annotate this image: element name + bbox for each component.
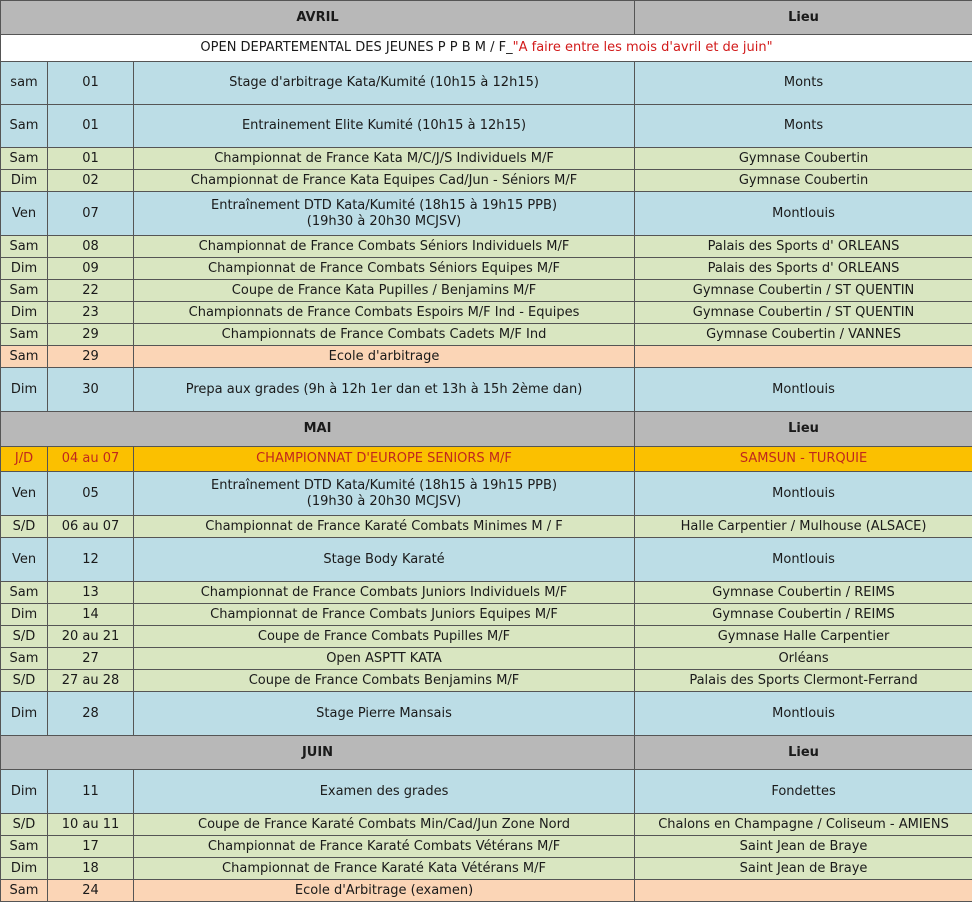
date-cell: 13 [48, 582, 134, 604]
date-cell: 01 [48, 148, 134, 170]
event-row [1, 836, 972, 858]
date-cell: 09 [48, 258, 134, 280]
day-cell: S/D [1, 626, 48, 648]
event-title: Championnat de France Kata Equipes Cad/Jun - Séniors M/F [190, 172, 578, 188]
place-cell: Palais des Sports Clermont-Ferrand [635, 670, 972, 692]
event-title: Coupe de France Karaté Combats Min/Cad/Jun Zone Nord [198, 816, 570, 832]
day-cell: Dim [1, 770, 48, 814]
day-cell: Sam [1, 346, 48, 368]
event-cell [134, 836, 635, 858]
day-cell: S/D [1, 516, 48, 538]
event-cell [134, 280, 635, 302]
event-title: Entrainement Elite Kumité (10h15 à 12h15) [241, 118, 527, 133]
event-cell [134, 692, 635, 736]
day-cell: Sam [1, 148, 48, 170]
event-title: Championnat de France Combats Séniors Individuels M/F [198, 238, 570, 254]
event-row [1, 447, 972, 472]
event-row [1, 236, 972, 258]
place-cell: Saint Jean de Braye [635, 836, 972, 858]
day-cell: Ven [1, 192, 48, 236]
event-row [1, 626, 972, 648]
day-cell: S/D [1, 670, 48, 692]
day-cell: Dim [1, 302, 48, 324]
event-title: Entraînement DTD Kata/Kumité (18h15 à 19h15 PPB) [211, 197, 558, 213]
date-cell: 30 [48, 368, 134, 412]
note-row [1, 35, 972, 62]
event-row [1, 148, 972, 170]
date-cell: 22 [48, 280, 134, 302]
event-row [1, 770, 972, 814]
event-cell [134, 447, 635, 472]
event-subtitle: (19h30 à 20h30 MCJSV) [306, 213, 462, 229]
event-row [1, 538, 972, 582]
event-row [1, 368, 972, 412]
date-cell: 24 [48, 880, 134, 902]
date-cell: 02 [48, 170, 134, 192]
date-cell: 07 [48, 192, 134, 236]
note-cell [1, 35, 972, 62]
place-cell: Gymnase Coubertin / ST QUENTIN [635, 302, 972, 324]
place-cell: Monts [635, 105, 972, 148]
event-row [1, 192, 972, 236]
event-row [1, 302, 972, 324]
place-cell: Montlouis [635, 368, 972, 412]
note-text: OPEN DEPARTEMENTAL DES JEUNES P P B M / F_ [200, 40, 513, 55]
event-cell [134, 346, 635, 368]
event-title: Championnat de France Combats Juniors Individuels M/F [200, 584, 568, 600]
day-cell: Sam [1, 880, 48, 902]
day-cell: Sam [1, 105, 48, 148]
event-title: Championnats de France Combats Cadets M/F Ind [221, 326, 547, 342]
event-title: Championnat de France Karaté Combats Vétérans M/F [207, 838, 561, 854]
month-title: MAI [1, 412, 635, 447]
event-cell [134, 302, 635, 324]
event-cell [134, 880, 635, 902]
date-cell: 12 [48, 538, 134, 582]
event-cell [134, 148, 635, 170]
event-cell [134, 604, 635, 626]
place-cell: Montlouis [635, 538, 972, 582]
day-cell: J/D [1, 447, 48, 472]
place-cell: Fondettes [635, 770, 972, 814]
event-cell [134, 858, 635, 880]
event-cell [134, 814, 635, 836]
place-cell: Halle Carpentier / Mulhouse (ALSACE) [635, 516, 972, 538]
day-cell: Sam [1, 324, 48, 346]
event-row [1, 258, 972, 280]
place-cell: Gymnase Coubertin / REIMS [635, 604, 972, 626]
date-cell: 23 [48, 302, 134, 324]
event-title: Ecole d'arbitrage [328, 348, 440, 364]
place-cell: Gymnase Coubertin [635, 148, 972, 170]
month-header-row [1, 1, 972, 35]
date-cell: 08 [48, 236, 134, 258]
event-cell [134, 62, 635, 105]
event-title: Ecole d'Arbitrage (examen) [294, 882, 474, 898]
place-cell [635, 346, 972, 368]
day-cell: Sam [1, 236, 48, 258]
month-header-row [1, 412, 972, 447]
event-row [1, 582, 972, 604]
place-cell: Palais des Sports d' ORLEANS [635, 258, 972, 280]
event-cell [134, 770, 635, 814]
event-cell [134, 236, 635, 258]
event-subtitle: (19h30 à 20h30 MCJSV) [306, 493, 462, 509]
event-cell [134, 324, 635, 346]
place-cell: Monts [635, 62, 972, 105]
event-row [1, 280, 972, 302]
place-cell: Gymnase Coubertin / VANNES [635, 324, 972, 346]
place-cell: Gymnase Halle Carpentier [635, 626, 972, 648]
day-cell: Ven [1, 472, 48, 516]
note-highlight: "A faire entre les mois d'avril et de juin" [512, 40, 773, 55]
lieu-header: Lieu [635, 736, 972, 770]
event-row [1, 105, 972, 148]
date-cell: 27 [48, 648, 134, 670]
event-title: Championnat de France Karaté Combats Minimes M / F [205, 518, 563, 534]
event-cell [134, 170, 635, 192]
place-cell: Palais des Sports d' ORLEANS [635, 236, 972, 258]
date-cell: 05 [48, 472, 134, 516]
place-cell: Chalons en Champagne / Coliseum - AMIENS [635, 814, 972, 836]
date-cell: 29 [48, 346, 134, 368]
event-title: Stage Pierre Mansais [316, 705, 452, 721]
place-cell: Gymnase Coubertin / ST QUENTIN [635, 280, 972, 302]
day-cell: Sam [1, 836, 48, 858]
event-title: Championnat de France Kata M/C/J/S Individuels M/F [214, 150, 554, 166]
place-cell: SAMSUN - TURQUIE [635, 447, 972, 472]
event-cell [134, 538, 635, 582]
event-row [1, 170, 972, 192]
day-cell: Dim [1, 368, 48, 412]
event-row [1, 62, 972, 105]
event-title: Championnat de France Combats Séniors Equipes M/F [208, 260, 560, 276]
event-row [1, 880, 972, 902]
event-cell [134, 670, 635, 692]
date-cell: 28 [48, 692, 134, 736]
day-cell: sam [1, 62, 48, 105]
date-cell: 01 [48, 62, 134, 105]
date-cell: 17 [48, 836, 134, 858]
day-cell: S/D [1, 814, 48, 836]
place-cell: Gymnase Coubertin / REIMS [635, 582, 972, 604]
event-row [1, 346, 972, 368]
date-cell: 29 [48, 324, 134, 346]
event-row [1, 814, 972, 836]
event-row [1, 516, 972, 538]
event-title: Stage d'arbitrage Kata/Kumité (10h15 à 12h15) [229, 75, 539, 90]
day-cell: Sam [1, 648, 48, 670]
event-cell [134, 192, 635, 236]
date-cell: 18 [48, 858, 134, 880]
day-cell: Dim [1, 692, 48, 736]
event-cell [134, 368, 635, 412]
month-header-row [1, 736, 972, 770]
event-title: Prepa aux grades (9h à 12h 1er dan et 13h à 15h 2ème dan) [185, 381, 583, 397]
event-title: Championnat de France Karaté Kata Vétérans M/F [222, 860, 546, 876]
event-cell [134, 648, 635, 670]
event-row [1, 648, 972, 670]
event-cell [134, 582, 635, 604]
date-cell: 11 [48, 770, 134, 814]
day-cell: Dim [1, 170, 48, 192]
place-cell: Montlouis [635, 692, 972, 736]
event-cell [134, 626, 635, 648]
event-title: Coupe de France Combats Benjamins M/F [248, 672, 520, 688]
event-row [1, 858, 972, 880]
event-title: Stage Body Karaté [323, 551, 445, 567]
event-cell [134, 472, 635, 516]
date-cell: 27 au 28 [48, 670, 134, 692]
date-cell: 06 au 07 [48, 516, 134, 538]
place-cell [635, 880, 972, 902]
day-cell: Dim [1, 604, 48, 626]
place-cell: Orléans [635, 648, 972, 670]
event-title: CHAMPIONNAT D'EUROPE SENIORS M/F [256, 451, 512, 466]
event-row [1, 692, 972, 736]
place-cell: Saint Jean de Braye [635, 858, 972, 880]
event-title: Entraînement DTD Kata/Kumité (18h15 à 19h15 PPB) [211, 477, 558, 493]
date-cell: 01 [48, 105, 134, 148]
date-cell: 14 [48, 604, 134, 626]
date-cell: 04 au 07 [48, 447, 134, 472]
date-cell: 20 au 21 [48, 626, 134, 648]
day-cell: Dim [1, 858, 48, 880]
place-cell: Montlouis [635, 472, 972, 516]
day-cell: Sam [1, 280, 48, 302]
place-cell: Gymnase Coubertin [635, 170, 972, 192]
date-cell: 10 au 11 [48, 814, 134, 836]
event-cell [134, 105, 635, 148]
event-title: Open ASPTT KATA [326, 650, 442, 666]
event-title: Coupe de France Kata Pupilles / Benjamins M/F [231, 282, 537, 298]
event-cell [134, 258, 635, 280]
event-row [1, 670, 972, 692]
day-cell: Sam [1, 582, 48, 604]
month-title: AVRIL [1, 1, 635, 35]
day-cell: Ven [1, 538, 48, 582]
event-title: Coupe de France Combats Pupilles M/F [257, 628, 511, 644]
event-row [1, 472, 972, 516]
lieu-header: Lieu [635, 1, 972, 35]
place-cell: Montlouis [635, 192, 972, 236]
event-cell [134, 516, 635, 538]
day-cell: Dim [1, 258, 48, 280]
month-title: JUIN [1, 736, 635, 770]
event-row [1, 604, 972, 626]
event-title: Championnats de France Combats Espoirs M/F Ind - Equipes [188, 304, 580, 320]
event-title: Championnat de France Combats Juniors Equipes M/F [210, 606, 558, 622]
event-title: Examen des grades [319, 783, 449, 799]
event-row [1, 324, 972, 346]
lieu-header: Lieu [635, 412, 972, 447]
